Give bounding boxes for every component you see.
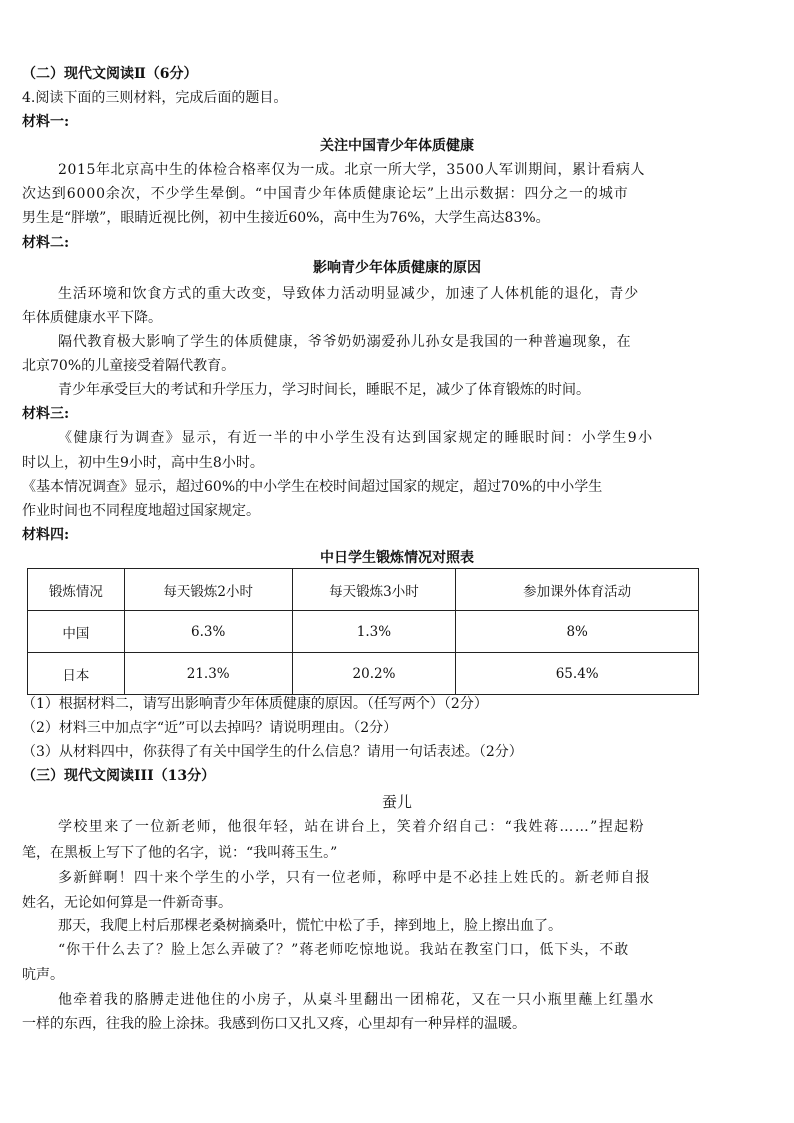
exercise-comparison-table xyxy=(27,568,699,695)
table-cell: 1.3% xyxy=(292,611,456,653)
question-4-prompt: 4.阅读下面的三则材料，完成后面的题目。 xyxy=(22,90,288,106)
story-line: 吭声。 xyxy=(22,967,64,983)
story-title: 蚕儿 xyxy=(381,793,412,811)
sub-question-3: （3）从材料四中，你获得了有关中国学生的什么信息？请用一句话表述。（2分） xyxy=(22,744,523,760)
section3-heading: （三）现代文阅读III（13分） xyxy=(22,768,216,784)
story-line: “你干什么去了？脸上怎么弄破了？”蒋老师吃惊地说。我站在教室门口，低下头，不敢 xyxy=(58,942,630,958)
material2-line: 隔代教育极大影响了学生的体质健康，爷爷奶奶溺爱孙儿孙女是我国的一种普遍现象，在 xyxy=(58,334,632,350)
table-cell: 8% xyxy=(456,611,699,653)
story-line: 一样的东西，往我的脸上涂抹。我感到伤口又扎又疼，心里却有一种异样的温暖。 xyxy=(22,1016,526,1032)
material1-line: 次达到6000余次，不少学生晕倒。“中国青少年体质健康论坛”上出示数据：四分之一的城市 xyxy=(22,186,629,202)
material2-line: 生活环境和饮食方式的重大改变，导致体力活动明显减少，加速了人体机能的退化，青少 xyxy=(58,286,640,302)
table-header-cell: 参加课外体育活动 xyxy=(456,569,699,611)
story-line: 那天，我爬上村后那棵老桑树摘桑叶，慌忙中松了手，摔到地上，脸上擦出血了。 xyxy=(58,918,562,934)
material1-line: 2015年北京高中生的体检合格率仅为一成。北京一所大学，3500人军训期间，累计看病人 xyxy=(58,162,646,178)
table-cell: 20.2% xyxy=(292,653,456,695)
material3-line: 《基本情况调查》显示，超过60%的中小学生在校时间超过国家的规定，超过70%的中小学生 xyxy=(22,479,603,495)
material3-line: 作业时间也不同程度地超过国家规定。 xyxy=(22,503,260,519)
material1-line: 男生是“胖墩”，眼睛近视比例，初中生接近60%，高中生为76%，大学生高达83%。 xyxy=(22,210,550,226)
table-cell: 日本 xyxy=(28,653,125,695)
story-line: 他牵着我的胳膊走进他住的小房子，从桌斗里翻出一团棉花，又在一只小瓶里蘸上红墨水 xyxy=(58,992,655,1008)
table-row xyxy=(28,611,699,653)
material2-line: 北京70%的儿童接受着隔代教育。 xyxy=(22,358,236,374)
table-header-cell: 锻炼情况 xyxy=(28,569,125,611)
material3-line: 《健康行为调查》显示，有近一半的中小学生没有达到国家规定的睡眠时间：小学生9小 xyxy=(58,430,654,446)
story-line: 多新鲜啊！四十来个学生的小学，只有一位老师，称呼中是不必挂上姓氏的。新老师自报 xyxy=(58,870,651,886)
section2-heading: （二）现代文阅读Ⅱ（6分） xyxy=(22,66,198,82)
material2-label: 材料二: xyxy=(22,235,70,251)
sub-question-2: （2）材料三中加点字“近”可以去掉吗？请说明理由。（2分） xyxy=(22,720,398,736)
material2-line: 年体质健康水平下降。 xyxy=(22,310,162,326)
material4-label: 材料四: xyxy=(22,527,70,543)
material1-title: 关注中国青少年体质健康 xyxy=(320,138,474,154)
material2-line: 青少年承受巨大的考试和升学压力，学习时间长，睡眠不足，减少了体育锻炼的时间。 xyxy=(58,382,590,398)
material3-label: 材料三: xyxy=(22,406,70,422)
story-line: 笔，在黑板上写下了他的名字，说：“我叫蒋玉生。” xyxy=(22,845,338,861)
table-header-cell: 每天锻炼2小时 xyxy=(124,569,292,611)
table-row xyxy=(28,653,699,695)
material1-label: 材料一: xyxy=(22,114,70,130)
table-cell: 21.3% xyxy=(124,653,292,695)
story-line: 姓名，无论如何算是一件新奇事。 xyxy=(22,895,232,911)
table-cell: 65.4% xyxy=(456,653,699,695)
table-cell: 中国 xyxy=(28,611,125,653)
story-line: 学校里来了一位新老师，他很年轻，站在讲台上，笑着介绍自己：“我姓蒋……”捏起粉 xyxy=(58,819,645,835)
table-cell: 6.3% xyxy=(124,611,292,653)
sub-question-1: （1）根据材料二，请写出影响青少年体质健康的原因。（任写两个）（2分） xyxy=(22,696,488,712)
table-title: 中日学生锻炼情况对照表 xyxy=(320,550,474,566)
table-header-row xyxy=(28,569,699,611)
material3-line: 时以上，初中生9小时，高中生8小时。 xyxy=(22,455,264,471)
table-header-cell: 每天锻炼3小时 xyxy=(292,569,456,611)
material2-title: 影响青少年体质健康的原因 xyxy=(313,260,481,276)
